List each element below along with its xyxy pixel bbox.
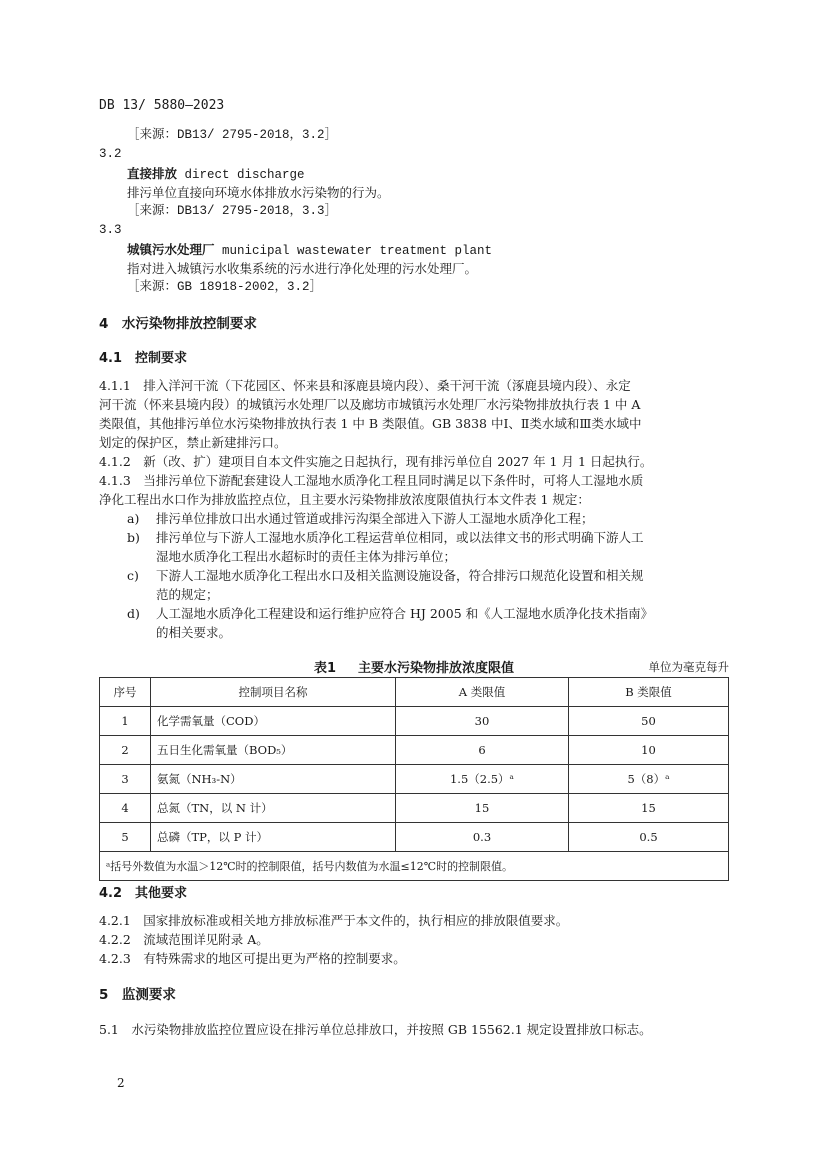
term-3-3-chinese: 城镇污水处理厂 xyxy=(127,242,215,257)
term-number-3-3: 3.3 xyxy=(99,223,122,237)
cell-item-name: 总氮（TN，以 N 计） xyxy=(151,794,396,823)
list-item-b-text-1: 排污单位与下游人工湿地水质净化工程运营单位相同，或以法律文书的形式明确下游人工 xyxy=(156,530,644,545)
term-3-3-definition: 指对进入城镇污水收集系统的污水进行净化处理的污水处理厂。 xyxy=(127,261,478,276)
list-item-a-label: a) xyxy=(127,511,140,526)
clause-4-2-1: 4.2.1 国家排放标准或相关地方排放标准严于本文件的，执行相应的排放限值要求。 xyxy=(99,913,569,928)
table-row xyxy=(100,707,729,736)
clause-4-1-1-line4: 划定的保护区，禁止新建排污口。 xyxy=(99,435,287,450)
cell-number: 5 xyxy=(100,823,151,852)
table-footnote-row xyxy=(100,852,729,881)
cell-item-name: 五日生化需氧量（BOD₅） xyxy=(151,736,396,765)
header-class-b: B 类限值 xyxy=(569,678,729,707)
list-item-d-label: d) xyxy=(127,606,140,621)
table-label: 表1 xyxy=(313,661,337,676)
table-row xyxy=(100,823,729,852)
cell-number: 4 xyxy=(100,794,151,823)
source-note-3-3: ［来源：GB 18918-2002，3.2］ xyxy=(127,280,323,294)
table-row xyxy=(100,736,729,765)
clause-4-2-3: 4.2.3 有特殊需求的地区可提出更为严格的控制要求。 xyxy=(99,951,406,966)
table-header-row xyxy=(100,678,729,707)
header-number: 序号 xyxy=(100,678,151,707)
cell-class-a: 6 xyxy=(396,736,569,765)
cell-class-b: 50 xyxy=(569,707,729,736)
clause-4-1-3-line2: 净化工程出水口作为排放监控点位，且主要水污染物排放浓度限值执行本文件表 1 规定： xyxy=(99,492,590,507)
cell-class-a: 30 xyxy=(396,707,569,736)
list-item-a-text: 排污单位排放口出水通过管道或排污沟渠全部进入下游人工湿地水质净化工程； xyxy=(156,511,594,526)
cell-class-b: 5（8）ᵃ xyxy=(569,765,729,794)
clause-4-2-2: 4.2.2 流域范围详见附录 A。 xyxy=(99,932,269,947)
table-row xyxy=(100,765,729,794)
table-caption: 主要水污染物排放浓度限值 xyxy=(358,661,515,676)
list-item-c-text-2: 范的规定； xyxy=(156,587,219,602)
cell-class-b: 10 xyxy=(569,736,729,765)
term-3-3 xyxy=(127,240,492,261)
document-code: DB 13/ 5880—2023 xyxy=(99,98,225,113)
term-3-2-english: direct discharge xyxy=(177,168,305,182)
cell-number: 3 xyxy=(100,765,151,794)
list-item-c-label: c) xyxy=(127,568,139,583)
term-3-2-definition: 排污单位直接向环境水体排放水污染物的行为。 xyxy=(127,185,390,200)
cell-class-a: 15 xyxy=(396,794,569,823)
section-heading-4-1: 4.1 控制要求 xyxy=(99,351,188,366)
list-item-d-text-1: 人工湿地水质净化工程建设和运行维护应符合 HJ 2005 和《人工湿地水质净化技术指南》 xyxy=(156,606,654,621)
term-3-2 xyxy=(127,164,305,185)
source-note-3-1: ［来源：DB13/ 2795-2018，3.2］ xyxy=(127,128,338,142)
term-3-2-chinese: 直接排放 xyxy=(127,166,178,181)
pollutant-limits-table xyxy=(99,677,729,881)
term-number-3-2: 3.2 xyxy=(99,147,122,161)
cell-number: 2 xyxy=(100,736,151,765)
clause-4-1-3-line1: 4.1.3 当排污单位下游配套建设人工湿地水质净化工程且同时满足以下条件时，可将人工湿地水质 xyxy=(99,473,644,488)
cell-item-name: 化学需氧量（COD） xyxy=(151,707,396,736)
list-item-b-text-2: 湿地水质净化工程出水超标时的责任主体为排污单位； xyxy=(156,549,457,564)
clause-4-1-1-line3: 类限值，其他排污单位水污染物排放执行表 1 中 B 类限值。GB 3838 中Ⅰ、Ⅱ类水域和Ⅲ类水域中 xyxy=(99,416,642,431)
page-number: 2 xyxy=(117,1076,125,1090)
list-item-b-label: b) xyxy=(127,530,140,545)
section-heading-4-2: 4.2 其他要求 xyxy=(99,886,188,901)
cell-item-name: 氨氮（NH₃-N） xyxy=(151,765,396,794)
table-footnote: ᵃ括号外数值为水温＞12℃时的控制限值，括号内数值为水温≤12℃时的控制限值。 xyxy=(100,852,729,881)
cell-class-a: 0.3 xyxy=(396,823,569,852)
header-class-a: A 类限值 xyxy=(396,678,569,707)
cell-item-name: 总磷（TP，以 P 计） xyxy=(151,823,396,852)
clause-4-1-1-line2: 河干流（怀来县境内段）的城镇污水处理厂以及廊坊市城镇污水处理厂水污染物排放执行表 1 中 A xyxy=(99,397,641,412)
list-item-d-text-2: 的相关要求。 xyxy=(156,625,232,640)
clause-4-1-1-line1: 4.1.1 排入洋河干流（下花园区、怀来县和涿鹿县境内段）、桑干河干流（涿鹿县境内段）、永定 xyxy=(99,378,631,393)
list-item-c-text-1: 下游人工湿地水质净化工程出水口及相关监测设施设备，符合排污口规范化设置和相关规 xyxy=(156,568,644,583)
header-item-name: 控制项目名称 xyxy=(151,678,396,707)
cell-class-b: 15 xyxy=(569,794,729,823)
clause-4-1-2: 4.1.2 新（改、扩）建项目自本文件实施之日起执行，现有排污单位自 2027 年 1 月 1 日起执行。 xyxy=(99,454,653,469)
table-row xyxy=(100,794,729,823)
cell-class-b: 0.5 xyxy=(569,823,729,852)
section-heading-4: 4 水污染物排放控制要求 xyxy=(99,316,257,332)
cell-number: 1 xyxy=(100,707,151,736)
term-3-3-english: municipal wastewater treatment plant xyxy=(214,244,493,258)
cell-class-a: 1.5（2.5）ᵃ xyxy=(396,765,569,794)
clause-5-1: 5.1 水污染物排放监控位置应设在排污单位总排放口，并按照 GB 15562.1 规定设置排放口标志。 xyxy=(99,1022,652,1037)
source-note-3-2: ［来源：DB13/ 2795-2018，3.3］ xyxy=(127,204,338,218)
table-unit: 单位为毫克每升 xyxy=(648,660,729,674)
section-heading-5: 5 监测要求 xyxy=(99,987,176,1003)
